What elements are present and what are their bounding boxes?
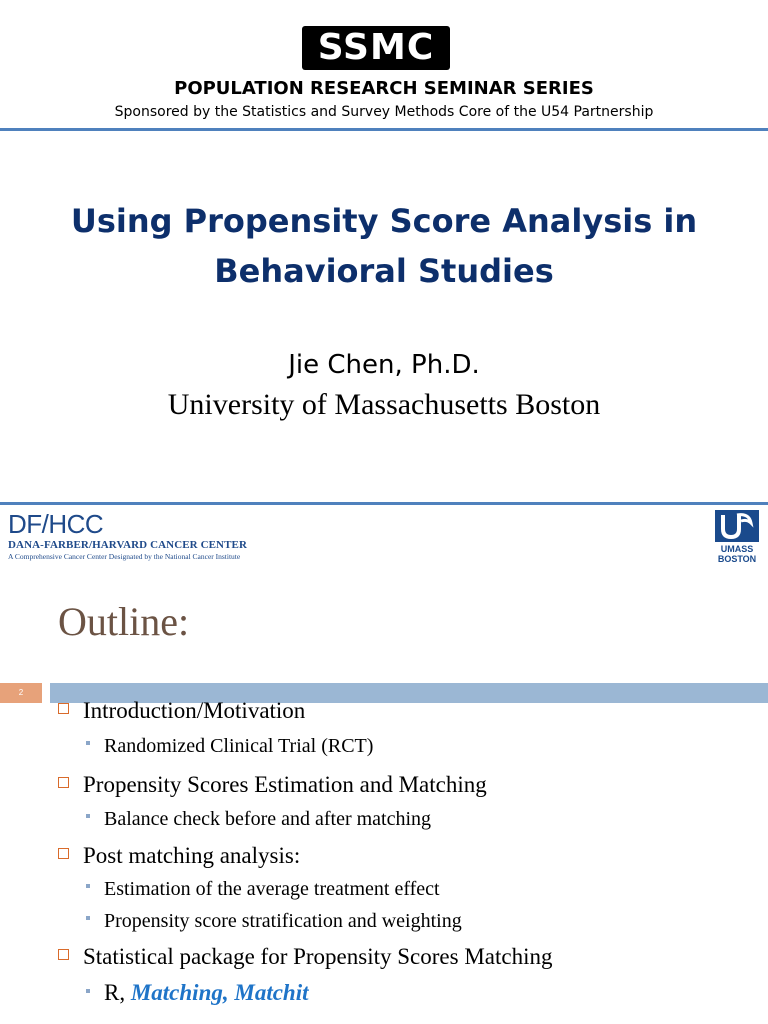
square-bullet-icon: [58, 777, 69, 788]
speaker-name: Jie Chen, Ph.D.: [288, 350, 480, 380]
umass-logo-text: [712, 544, 762, 564]
square-dot-bullet-icon: [86, 989, 90, 993]
outline-subitem: [86, 878, 440, 901]
speaker-affiliation: University of Massachusetts Boston: [167, 388, 601, 421]
slide-divider-rule: [0, 502, 768, 505]
outline-subitem: [86, 910, 462, 933]
outline-subitem-text: Balance check before and after matching: [104, 808, 432, 830]
seminar-series-title: POPULATION RESEARCH SEMINAR SERIES: [174, 78, 594, 99]
outline-item: [58, 843, 300, 869]
square-dot-bullet-icon: [86, 916, 90, 920]
outline-item-text: Post matching analysis:: [83, 843, 301, 868]
umass-emblem-icon: [715, 510, 759, 542]
dfhcc-logo-tagline: A Comprehensive Cancer Center Designated by the National Cancer Institute: [8, 552, 241, 561]
square-dot-bullet-icon: [86, 884, 90, 888]
divider-rule: [0, 128, 768, 131]
ssmc-logo: [302, 26, 450, 70]
square-bullet-icon: [58, 703, 69, 714]
sponsor-line: Sponsored by the Statistics and Survey Methods Core of the U54 Partnership: [114, 104, 654, 120]
outline-subitem-text: Estimation of the average treatment effect: [104, 878, 440, 900]
square-bullet-icon: [58, 848, 69, 859]
outline-subitem-emphasis: Matching, Matchit: [130, 980, 309, 1005]
square-dot-bullet-icon: [86, 814, 90, 818]
outline-title: Outline:: [58, 599, 190, 644]
square-bullet-icon: [58, 949, 69, 960]
outline-item-text: Statistical package for Propensity Scores Matching: [83, 944, 553, 969]
outline-item: [58, 944, 552, 970]
outline-subitem: [86, 980, 309, 1006]
outline-subitem: [86, 808, 431, 831]
slide-number-badge: 2: [0, 683, 42, 703]
dfhcc-logo: [8, 510, 248, 570]
dfhcc-logo-main: DF/HCC: [8, 509, 104, 539]
outline-subitem: [86, 735, 373, 758]
outline-subitem-text: Propensity score stratification and weighting: [104, 910, 462, 932]
outline-item: [58, 772, 487, 798]
umass-logo-line1: UMASS: [720, 544, 754, 554]
umass-boston-logo: [712, 510, 762, 568]
outline-subitem-prefix: R,: [104, 980, 131, 1005]
outline-item: [58, 698, 305, 724]
umass-logo-line2: BOSTON: [717, 554, 757, 564]
outline-subitem-text: Randomized Clinical Trial (RCT): [104, 735, 374, 757]
ssmc-logo-text: SSMC: [317, 27, 435, 68]
outline-item-text: Propensity Scores Estimation and Matching: [83, 772, 487, 797]
talk-title: Using Propensity Score Analysis in Behavioral Studies: [70, 202, 698, 290]
outline-item-text: Introduction/Motivation: [83, 698, 306, 723]
dfhcc-logo-subtitle: DANA-FARBER/HARVARD CANCER CENTER: [8, 539, 248, 551]
square-dot-bullet-icon: [86, 741, 90, 745]
